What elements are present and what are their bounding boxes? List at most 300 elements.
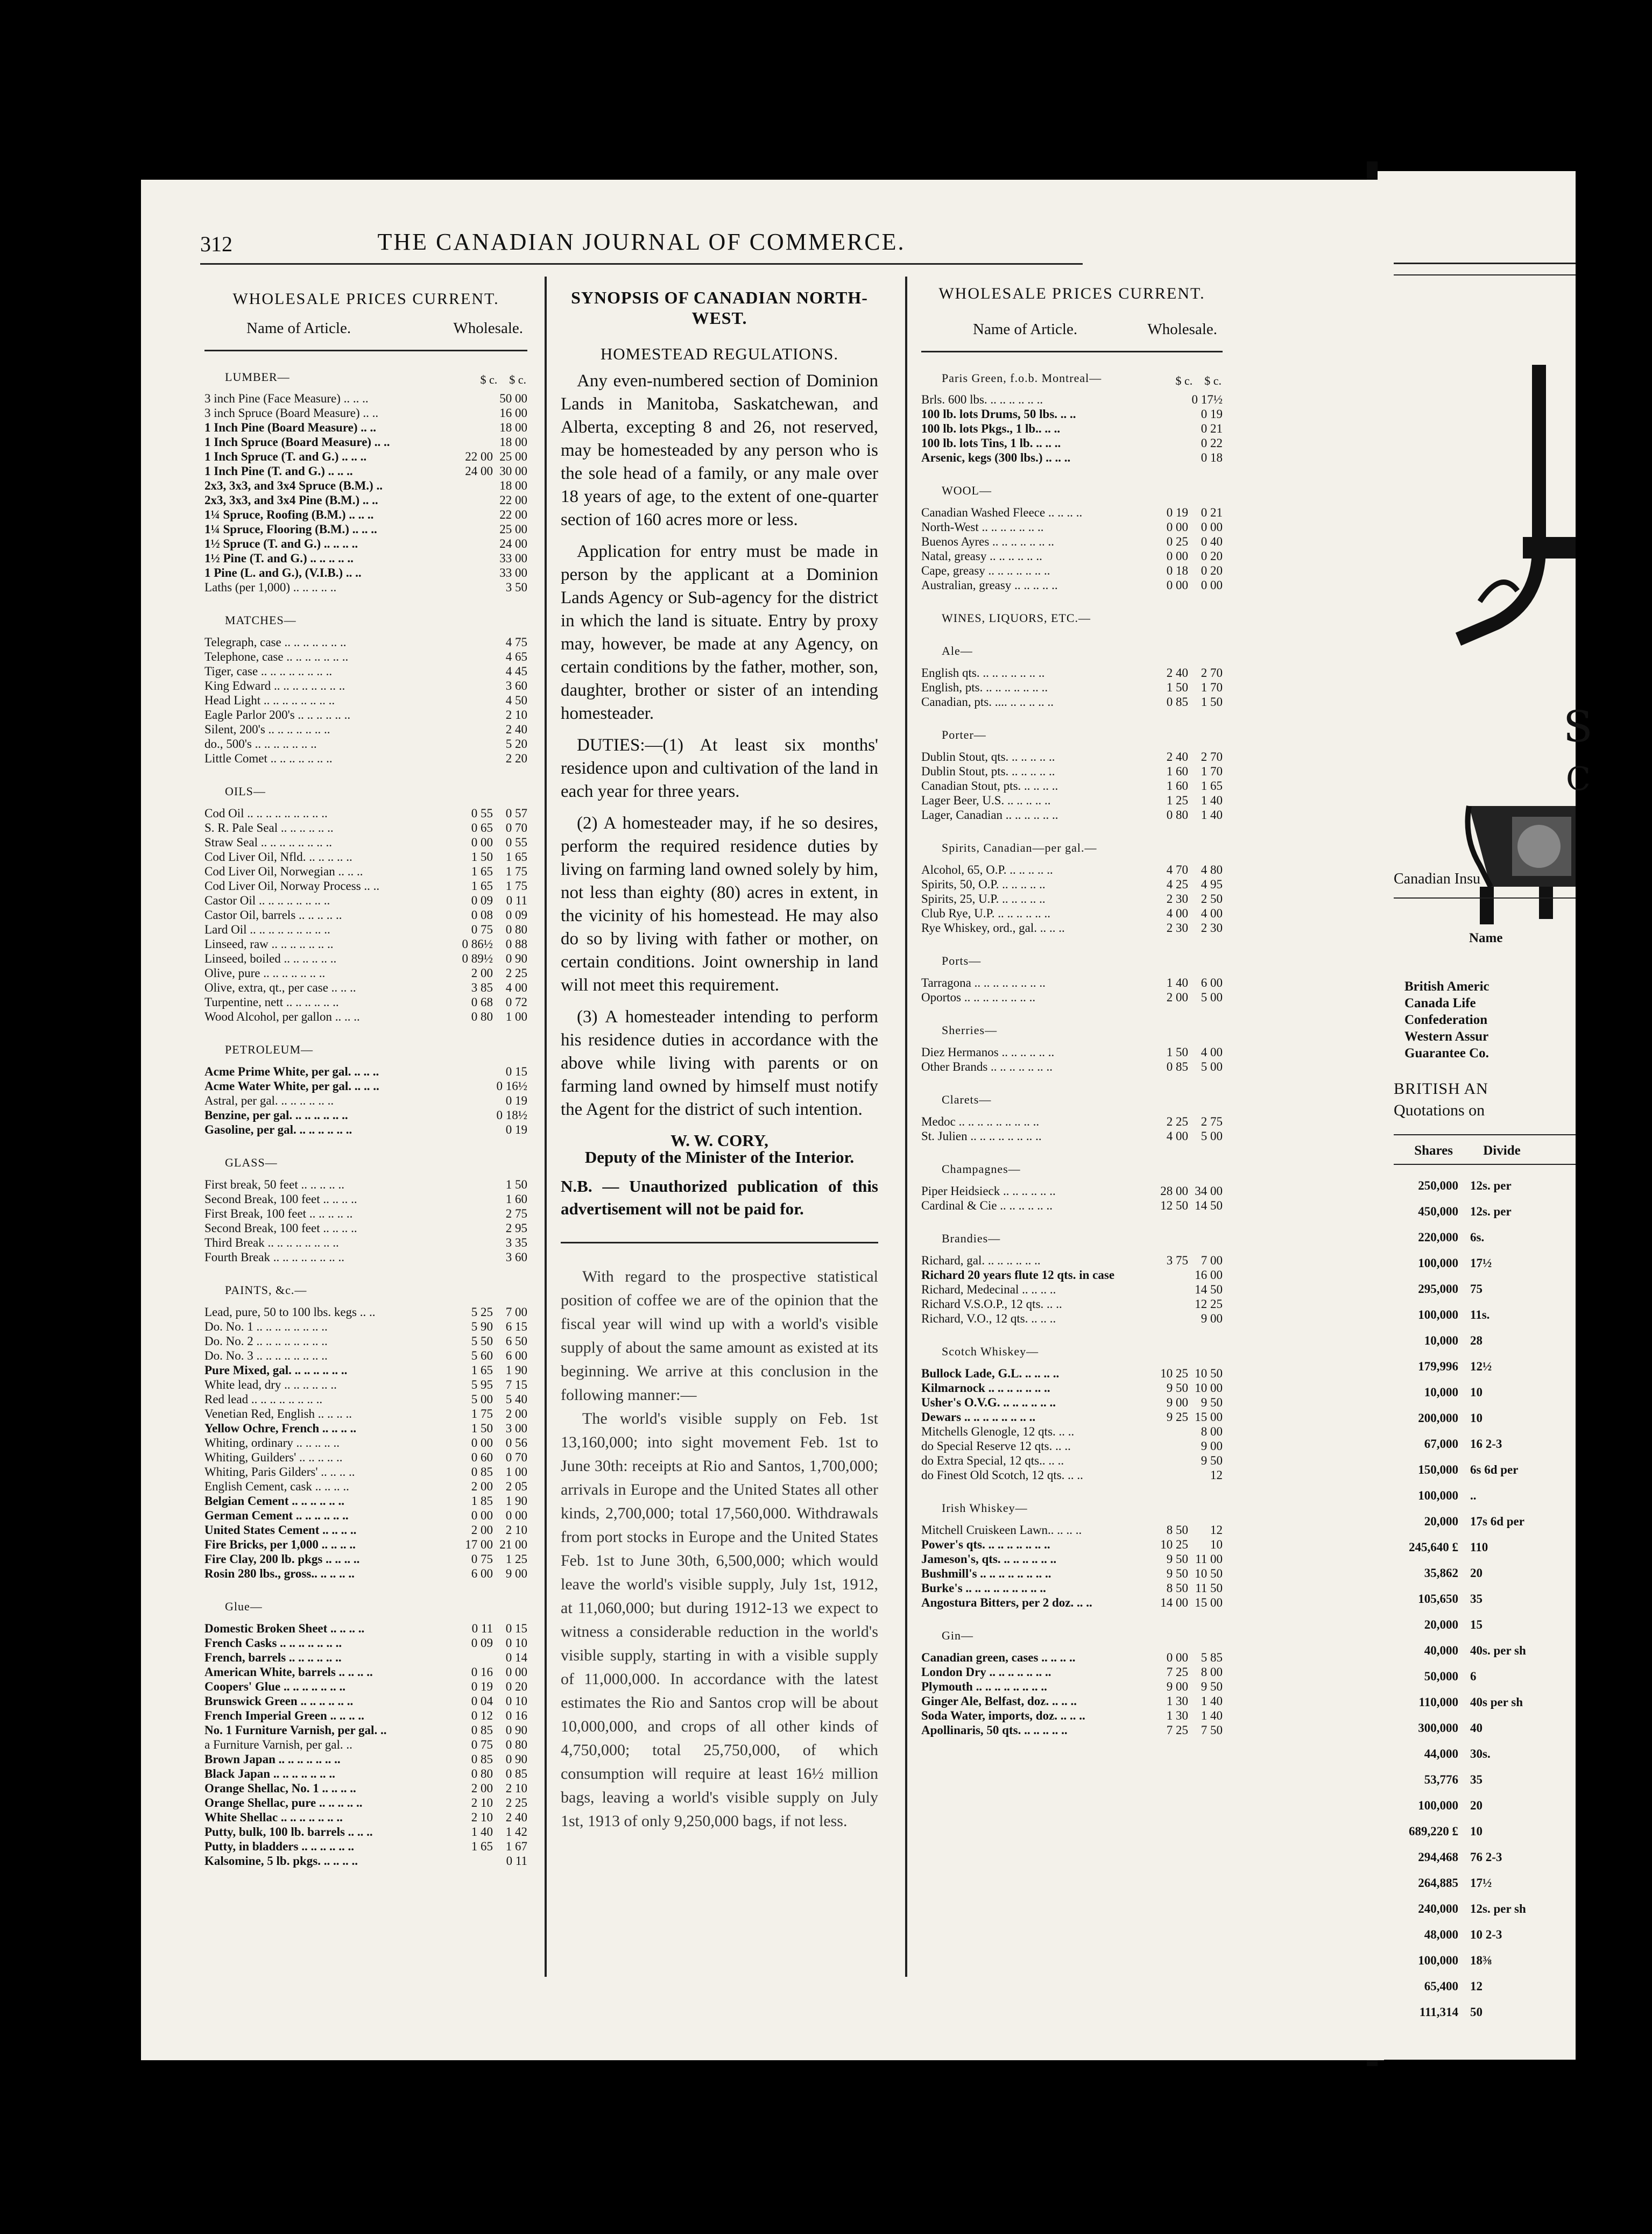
article-name: Soda Water, imports, doz. .. .. .. bbox=[921, 1709, 1085, 1722]
article-name: Tiger, case .. .. .. .. .. .. .. .. bbox=[204, 664, 333, 678]
article-name: London Dry .. .. .. .. .. .. .. bbox=[921, 1665, 1051, 1679]
dividend-value: 110 bbox=[1470, 1540, 1488, 1554]
article-name: Canadian, pts. .... .. .. .. .. .. bbox=[921, 695, 1054, 709]
price-row bbox=[204, 879, 527, 893]
price-row bbox=[204, 850, 527, 864]
price-row bbox=[204, 522, 527, 536]
article-name: 3 inch Spruce (Board Measure) .. .. bbox=[204, 406, 379, 420]
dividend-value: 12 bbox=[1470, 1980, 1482, 1993]
shares-count: 100,000 bbox=[1418, 1256, 1458, 1270]
price-low: 5 00 bbox=[471, 1392, 493, 1406]
price-row bbox=[921, 1366, 1223, 1381]
price-row bbox=[921, 534, 1223, 549]
shares-row bbox=[1399, 1668, 1582, 1694]
shares-count: 53,776 bbox=[1424, 1773, 1458, 1786]
price-high: 25 00 bbox=[499, 450, 527, 463]
article-name: Venetian Red, English .. .. .. .. bbox=[204, 1407, 352, 1420]
price-low bbox=[1154, 1282, 1188, 1297]
price-low bbox=[458, 493, 493, 507]
section-heading: MATCHES— bbox=[225, 613, 296, 627]
price-high: 0 19 bbox=[505, 1094, 527, 1107]
price-low: 8 50 bbox=[1166, 1581, 1188, 1595]
price-high: 0 16½ bbox=[496, 1079, 527, 1093]
price-high: 34 00 bbox=[1195, 1184, 1223, 1198]
price-high: 6 00 bbox=[505, 1349, 527, 1362]
shares-count: 300,000 bbox=[1418, 1721, 1458, 1735]
shares-count: 67,000 bbox=[1424, 1437, 1458, 1451]
shares-count: 100,000 bbox=[1418, 1799, 1458, 1812]
price-row bbox=[921, 695, 1223, 709]
price-row bbox=[204, 951, 527, 966]
price-low: 0 85 bbox=[471, 1465, 493, 1479]
price-low: 0 09 bbox=[471, 1636, 493, 1650]
price-row bbox=[204, 464, 527, 478]
dividend-value: 12s. per bbox=[1470, 1179, 1512, 1192]
price-high: 5 40 bbox=[505, 1392, 527, 1406]
price-row bbox=[921, 1198, 1223, 1213]
article-name: Red lead .. .. .. .. .. .. .. .. bbox=[204, 1392, 323, 1406]
price-row bbox=[921, 990, 1223, 1005]
price-high: 10 bbox=[1210, 1538, 1223, 1551]
page-number: 312 bbox=[200, 232, 232, 256]
article-name: Coopers' Glue .. .. .. .. .. .. .. bbox=[204, 1680, 345, 1693]
price-row bbox=[921, 750, 1223, 764]
price-high: 2 10 bbox=[505, 1781, 527, 1795]
price-low: 22 00 bbox=[465, 450, 493, 463]
price-low: 8 50 bbox=[1166, 1523, 1188, 1537]
synopsis-body bbox=[561, 370, 878, 1121]
price-row bbox=[921, 808, 1223, 822]
price-low: 9 00 bbox=[1166, 1680, 1188, 1693]
dividend-value: 18⅜ bbox=[1470, 1954, 1492, 1967]
shares-row bbox=[1399, 1539, 1582, 1565]
dividend-value: 11s. bbox=[1470, 1308, 1490, 1321]
article-name: White Shellac .. .. .. .. .. .. .. bbox=[204, 1811, 343, 1824]
article-name: Castor Oil .. .. .. .. .. .. .. .. bbox=[204, 894, 330, 907]
section-heading: PAINTS, &c.— bbox=[225, 1283, 307, 1297]
price-row bbox=[921, 1311, 1223, 1326]
shares-row bbox=[1399, 1229, 1582, 1255]
synopsis-column bbox=[561, 287, 878, 1833]
price-row bbox=[204, 1377, 527, 1392]
price-low: 2 00 bbox=[471, 1781, 493, 1795]
adjacent-top-rule bbox=[1394, 263, 1576, 264]
article-name: Lager Beer, U.S. .. .. .. .. .. bbox=[921, 794, 1051, 807]
article-name: French Imperial Green .. .. .. .. bbox=[204, 1709, 364, 1722]
price-row bbox=[921, 1694, 1223, 1708]
shares-col-header: Shares bbox=[1414, 1143, 1453, 1158]
shares-count: 65,400 bbox=[1424, 1980, 1458, 1993]
price-high: 16 00 bbox=[1195, 1268, 1223, 1282]
price-row bbox=[204, 449, 527, 464]
price-row bbox=[921, 1114, 1223, 1129]
price-low bbox=[458, 565, 493, 580]
price-high: 3 50 bbox=[505, 581, 527, 594]
price-high: 1 70 bbox=[1201, 765, 1223, 778]
shares-row bbox=[1399, 1306, 1582, 1332]
price-high: 5 85 bbox=[1201, 1651, 1223, 1664]
article-name: United States Cement .. .. .. .. bbox=[204, 1523, 357, 1537]
price-row bbox=[921, 779, 1223, 793]
article-name: 1 Inch Spruce (Board Measure) .. .. bbox=[204, 435, 390, 449]
price-row bbox=[204, 493, 527, 507]
dividend-value: 17½ bbox=[1470, 1876, 1492, 1890]
article-name: Cardinal & Cie .. .. .. .. .. .. bbox=[921, 1199, 1053, 1212]
shares-row bbox=[1399, 1900, 1582, 1926]
price-low: 28 00 bbox=[1160, 1184, 1188, 1198]
price-high: 5 00 bbox=[1201, 991, 1223, 1004]
article-name: Dublin Stout, qts. .. .. .. .. .. bbox=[921, 750, 1055, 763]
price-row bbox=[921, 1595, 1223, 1610]
dividend-value: 50 bbox=[1470, 2005, 1482, 2019]
price-row bbox=[921, 1453, 1223, 1468]
article-name: Telephone, case .. .. .. .. .. .. .. bbox=[204, 650, 349, 663]
shares-count: 100,000 bbox=[1418, 1308, 1458, 1321]
article-name: 1 Pine (L. and G.), (V.I.B.) .. .. bbox=[204, 566, 362, 579]
price-row bbox=[921, 1424, 1223, 1439]
price-high: 0 15 bbox=[505, 1622, 527, 1635]
price-low: 1 30 bbox=[1166, 1709, 1188, 1722]
price-row bbox=[204, 1392, 527, 1406]
price-high: 0 15 bbox=[505, 1065, 527, 1078]
article-name: Dewars .. .. .. .. .. .. .. .. bbox=[921, 1410, 1036, 1424]
price-row bbox=[204, 1421, 527, 1436]
shares-count: 689,220 £ bbox=[1409, 1825, 1458, 1838]
price-high: 9 50 bbox=[1201, 1454, 1223, 1467]
price-high: 30 00 bbox=[499, 464, 527, 478]
shares-row bbox=[1399, 1565, 1582, 1590]
article-name: 1 Inch Spruce (T. and G.) .. .. .. bbox=[204, 450, 367, 463]
right-sections bbox=[921, 371, 1223, 1737]
price-high: 5 00 bbox=[1201, 1129, 1223, 1143]
article-name: Brunswick Green .. .. .. .. .. .. bbox=[204, 1694, 354, 1708]
price-high: 1 75 bbox=[505, 879, 527, 893]
synopsis-title: SYNOPSIS OF CANADIAN NORTH-WEST. bbox=[571, 288, 868, 328]
price-low: 2 25 bbox=[1166, 1115, 1188, 1128]
price-column-header: Wholesale. bbox=[1147, 321, 1217, 338]
price-high: 2 20 bbox=[505, 752, 527, 765]
price-low: 4 00 bbox=[1166, 1129, 1188, 1143]
price-high: 14 50 bbox=[1195, 1199, 1223, 1212]
price-row bbox=[204, 1436, 527, 1450]
price-row bbox=[204, 908, 527, 922]
article-name: Brown Japan .. .. .. .. .. .. .. bbox=[204, 1752, 341, 1766]
price-row bbox=[921, 764, 1223, 779]
price-low: 1 40 bbox=[471, 1825, 493, 1839]
article-name: do Extra Special, 12 qts.. .. .. bbox=[921, 1454, 1064, 1467]
price-row bbox=[204, 1752, 527, 1766]
price-row bbox=[921, 1679, 1223, 1694]
shares-row bbox=[1399, 1978, 1582, 2004]
right-table-head bbox=[921, 322, 1223, 352]
price-high: 3 60 bbox=[505, 1250, 527, 1264]
article-name: Belgian Cement .. .. .. .. .. .. bbox=[204, 1494, 345, 1508]
shares-row bbox=[1399, 1410, 1582, 1436]
price-row bbox=[204, 1621, 527, 1636]
price-low: 0 75 bbox=[471, 1738, 493, 1751]
section-heading: WOOL— bbox=[942, 484, 992, 497]
price-row bbox=[204, 1566, 527, 1581]
price-row bbox=[204, 1363, 527, 1377]
price-row bbox=[921, 1381, 1223, 1395]
price-high: 1 67 bbox=[505, 1840, 527, 1853]
price-row bbox=[204, 1235, 527, 1250]
article-name: Linseed, boiled .. .. .. .. .. .. bbox=[204, 952, 337, 965]
price-row bbox=[204, 1636, 527, 1650]
price-high: 0 18 bbox=[1201, 451, 1223, 464]
shares-count: 48,000 bbox=[1424, 1928, 1458, 1941]
price-row bbox=[921, 505, 1223, 520]
price-low: 2 00 bbox=[471, 1523, 493, 1537]
price-low bbox=[458, 751, 493, 766]
shares-row bbox=[1399, 1875, 1582, 1900]
price-row bbox=[204, 420, 527, 435]
article-name: Buenos Ayres .. .. .. .. .. .. .. bbox=[921, 535, 1055, 548]
article-name: Club Rye, U.P. .. .. .. .. .. .. bbox=[921, 907, 1050, 920]
price-low: 2 40 bbox=[1166, 666, 1188, 680]
price-low bbox=[1154, 421, 1188, 436]
price-row bbox=[921, 1184, 1223, 1198]
article-name: 100 lb. lots Pkgs., 1 lb.. .. .. bbox=[921, 422, 1061, 435]
price-high: 0 10 bbox=[505, 1694, 527, 1708]
price-high: 0 20 bbox=[1201, 564, 1223, 577]
price-low: 0 08 bbox=[471, 908, 493, 922]
price-low: 0 80 bbox=[471, 1010, 493, 1023]
price-low: 17 00 bbox=[465, 1538, 493, 1551]
adjacent-page bbox=[1378, 171, 1593, 2060]
price-row bbox=[204, 565, 527, 580]
article-name: Fire Clay, 200 lb. pkgs .. .. .. .. bbox=[204, 1552, 360, 1566]
price-row bbox=[204, 821, 527, 835]
synopsis-paragraph: DUTIES:—(1) At least six months' residence upon and cultivation of the land in each year for three years. bbox=[561, 736, 878, 801]
price-row bbox=[204, 1465, 527, 1479]
price-low bbox=[458, 635, 493, 649]
shares-count: 240,000 bbox=[1418, 1902, 1458, 1915]
price-low bbox=[1154, 392, 1188, 407]
section-heading: Ports— bbox=[942, 954, 982, 967]
article-name: Third Break .. .. .. .. .. .. .. .. bbox=[204, 1236, 339, 1249]
price-row bbox=[204, 1523, 527, 1537]
article-name: 1½ Pine (T. and G.) .. .. .. .. .. bbox=[204, 552, 354, 565]
dividend-value: 35 bbox=[1470, 1773, 1482, 1786]
price-high: 0 11 bbox=[506, 1854, 527, 1868]
section-heading: Paris Green, f.o.b. Montreal— bbox=[942, 371, 1102, 385]
svg-text:S: S bbox=[1563, 702, 1593, 752]
right-price-table bbox=[921, 282, 1223, 1737]
price-row bbox=[204, 1177, 527, 1192]
price-row bbox=[204, 649, 527, 664]
article-name: Bushmill's .. .. .. .. .. .. .. .. bbox=[921, 1567, 1051, 1580]
article-name: Burke's .. .. .. .. .. .. .. .. .. bbox=[921, 1581, 1046, 1595]
price-row bbox=[921, 1059, 1223, 1074]
price-high: 0 21 bbox=[1201, 506, 1223, 519]
price-row bbox=[921, 392, 1223, 407]
price-low: 24 00 bbox=[465, 464, 493, 478]
article-name: Orange Shellac, pure .. .. .. .. .. bbox=[204, 1796, 363, 1809]
price-row bbox=[921, 877, 1223, 892]
article-name: Angostura Bitters, per 2 doz. .. .. bbox=[921, 1596, 1092, 1609]
price-low: 9 00 bbox=[1166, 1396, 1188, 1409]
price-high: 1 00 bbox=[505, 1465, 527, 1479]
price-low bbox=[458, 1235, 493, 1250]
dividend-value: 12s. per sh bbox=[1470, 1902, 1526, 1915]
price-low: 2 10 bbox=[471, 1796, 493, 1809]
price-high: 0 40 bbox=[1201, 535, 1223, 548]
article-name: Second Break, 100 feet .. .. .. .. bbox=[204, 1221, 357, 1235]
dividend-value: 16 2-3 bbox=[1470, 1437, 1502, 1451]
dividend-col-header: Divide bbox=[1483, 1143, 1521, 1158]
price-high: 11 00 bbox=[1195, 1552, 1223, 1566]
article-name: Medoc .. .. .. .. .. .. .. .. .. bbox=[921, 1115, 1040, 1128]
price-low: 9 50 bbox=[1166, 1552, 1188, 1566]
price-low: 0 04 bbox=[471, 1694, 493, 1708]
price-high: 8 00 bbox=[1201, 1425, 1223, 1438]
price-high: 0 85 bbox=[505, 1767, 527, 1780]
article-name: 2x3, 3x3, and 3x4 Pine (B.M.) .. .. bbox=[204, 493, 378, 507]
price-low: 1 50 bbox=[1166, 1045, 1188, 1059]
price-low bbox=[1154, 1424, 1188, 1439]
price-low bbox=[458, 478, 493, 493]
price-row bbox=[204, 1319, 527, 1334]
page-header bbox=[200, 228, 1083, 260]
article-name: 1¼ Spruce, Flooring (B.M.) .. .. .. bbox=[204, 522, 377, 536]
price-low bbox=[458, 649, 493, 664]
price-high: 0 00 bbox=[505, 1665, 527, 1679]
price-row bbox=[921, 549, 1223, 563]
insurance-company: Western Assur bbox=[1404, 1029, 1489, 1044]
section-heading: LUMBER— bbox=[225, 370, 290, 384]
article-name: Cod Oil .. .. .. .. .. .. .. .. .. bbox=[204, 807, 328, 820]
shares-row bbox=[1399, 1436, 1582, 1461]
shares-row bbox=[1399, 1694, 1582, 1720]
synopsis-paragraph: (3) A homesteader intending to perform his residence duties in accordance with the above while living with parents or on farming land owned by himself must notify the Agent for the district of such intention. bbox=[561, 1007, 878, 1119]
price-high: 2 00 bbox=[505, 1407, 527, 1420]
price-low bbox=[1154, 1297, 1188, 1311]
synopsis-paragraph: (2) A homesteader may, if he so desires, perform the required residence duties by living on farming land owned solely by him, not less than eighty (80) acres in extent, in the vicinity of his homestead. He may also do so by living with father or mother, on certain conditions. Joint ownership in land will not meet this requirement. bbox=[561, 814, 878, 995]
article-name: Castor Oil, barrels .. .. .. .. .. bbox=[204, 908, 342, 922]
price-row bbox=[921, 450, 1223, 465]
shares-count: 150,000 bbox=[1418, 1463, 1458, 1476]
dividend-value: 10 bbox=[1470, 1385, 1482, 1399]
price-low: 2 00 bbox=[471, 966, 493, 980]
price-high: 2 25 bbox=[505, 966, 527, 980]
left-table-head bbox=[204, 321, 527, 351]
price-row bbox=[204, 806, 527, 821]
article-name: St. Julien .. .. .. .. .. .. .. .. bbox=[921, 1129, 1042, 1143]
price-low bbox=[458, 435, 493, 449]
shares-row bbox=[1399, 1358, 1582, 1384]
stove-illustration bbox=[1458, 322, 1593, 994]
section-heading: PETROLEUM— bbox=[225, 1043, 313, 1056]
price-low: 3 75 bbox=[1166, 1254, 1188, 1267]
shares-count: 10,000 bbox=[1424, 1385, 1458, 1399]
price-low: 9 50 bbox=[1166, 1381, 1188, 1395]
price-high: 1 40 bbox=[1201, 1694, 1223, 1708]
article-name: Richard 20 years flute 12 qts. in case bbox=[921, 1268, 1115, 1282]
price-low: 2 30 bbox=[1166, 892, 1188, 906]
price-low: 9 25 bbox=[1166, 1410, 1188, 1424]
article-name: 1¼ Spruce, Roofing (B.M.) .. .. .. bbox=[204, 508, 374, 521]
article-name: Lager, Canadian .. .. .. .. .. .. bbox=[921, 808, 1058, 822]
dividend-value: 40 bbox=[1470, 1721, 1482, 1735]
price-low: 0 60 bbox=[471, 1451, 493, 1464]
dividend-value: 76 2-3 bbox=[1470, 1850, 1502, 1864]
insurance-company: British Americ bbox=[1404, 979, 1489, 994]
price-high: 12 bbox=[1210, 1468, 1223, 1482]
shares-count: 110,000 bbox=[1418, 1695, 1458, 1709]
price-high: 1 42 bbox=[505, 1825, 527, 1839]
price-high: 2 40 bbox=[505, 1811, 527, 1824]
price-low: 0 75 bbox=[471, 923, 493, 936]
article-name: Do. No. 2 .. .. .. .. .. .. .. .. bbox=[204, 1334, 328, 1348]
price-low: 0 00 bbox=[1166, 549, 1188, 563]
price-high: 6 00 bbox=[1201, 976, 1223, 989]
price-row bbox=[204, 1305, 527, 1319]
price-row bbox=[204, 406, 527, 420]
section-heading: Spirits, Canadian—per gal.— bbox=[942, 841, 1097, 854]
price-row bbox=[204, 1650, 527, 1665]
price-high: 2 05 bbox=[505, 1480, 527, 1493]
section-heading: Ale— bbox=[942, 644, 973, 658]
homestead-subtitle: HOMESTEAD REGULATIONS. bbox=[600, 344, 839, 363]
shares-count: 20,000 bbox=[1424, 1515, 1458, 1528]
price-high: 7 00 bbox=[1201, 1254, 1223, 1267]
article-name: Brls. 600 lbs. .. .. .. .. .. .. bbox=[921, 393, 1043, 406]
price-low: 14 00 bbox=[1160, 1596, 1188, 1609]
price-high: 21 00 bbox=[499, 1538, 527, 1551]
price-low: 0 16 bbox=[471, 1665, 493, 1679]
adjacent-rule bbox=[1394, 897, 1576, 899]
price-low: 0 00 bbox=[471, 836, 493, 849]
price-row bbox=[204, 922, 527, 937]
article-name: 1½ Spruce (T. and G.) .. .. .. .. bbox=[204, 537, 358, 550]
dividend-value: 15 bbox=[1470, 1618, 1482, 1631]
shares-count: 100,000 bbox=[1418, 1954, 1458, 1967]
article-name: a Furniture Varnish, per gal. .. bbox=[204, 1738, 352, 1751]
price-row bbox=[204, 1009, 527, 1024]
price-high: 2 95 bbox=[505, 1221, 527, 1235]
article-name: Canadian Washed Fleece .. .. .. .. bbox=[921, 506, 1083, 519]
price-low: 0 11 bbox=[471, 1622, 493, 1635]
price-low bbox=[1154, 436, 1188, 450]
price-row bbox=[204, 635, 527, 649]
shares-row bbox=[1399, 1255, 1582, 1281]
dividend-value: 6 bbox=[1470, 1670, 1477, 1683]
article-name: Canadian Stout, pts. .. .. .. .. bbox=[921, 779, 1058, 793]
article-name: Richard, gal. .. .. .. .. .. .. bbox=[921, 1254, 1041, 1267]
price-column-header: Wholesale. bbox=[453, 320, 523, 337]
price-row bbox=[921, 892, 1223, 906]
insurance-company: Canada Life bbox=[1404, 996, 1476, 1010]
price-low bbox=[458, 1854, 493, 1868]
price-low: 0 80 bbox=[471, 1767, 493, 1780]
price-high: 3 00 bbox=[505, 1422, 527, 1435]
price-high: 4 80 bbox=[1201, 863, 1223, 876]
article-name: Canadian green, cases .. .. .. .. bbox=[921, 1651, 1076, 1664]
price-row bbox=[921, 1708, 1223, 1723]
coffee-paragraph: With regard to the prospective statistical position of coffee we are of the opinion that the fiscal year will wind up with a world's visible supply of about the same amount as existed at its beginning. We arrive at this conclusion in the following manner:— bbox=[561, 1268, 878, 1404]
price-row bbox=[921, 863, 1223, 877]
price-high: 2 25 bbox=[505, 1796, 527, 1809]
price-low: 1 65 bbox=[471, 1840, 493, 1853]
article-name: Dublin Stout, pts. .. .. .. .. .. bbox=[921, 765, 1055, 778]
price-high: 1 40 bbox=[1201, 794, 1223, 807]
price-row bbox=[921, 1395, 1223, 1410]
price-high: 16 00 bbox=[499, 406, 527, 420]
article-name: Natal, greasy .. .. .. .. .. .. bbox=[921, 549, 1042, 563]
price-high: 1 50 bbox=[505, 1178, 527, 1191]
price-high: 1 60 bbox=[505, 1192, 527, 1206]
